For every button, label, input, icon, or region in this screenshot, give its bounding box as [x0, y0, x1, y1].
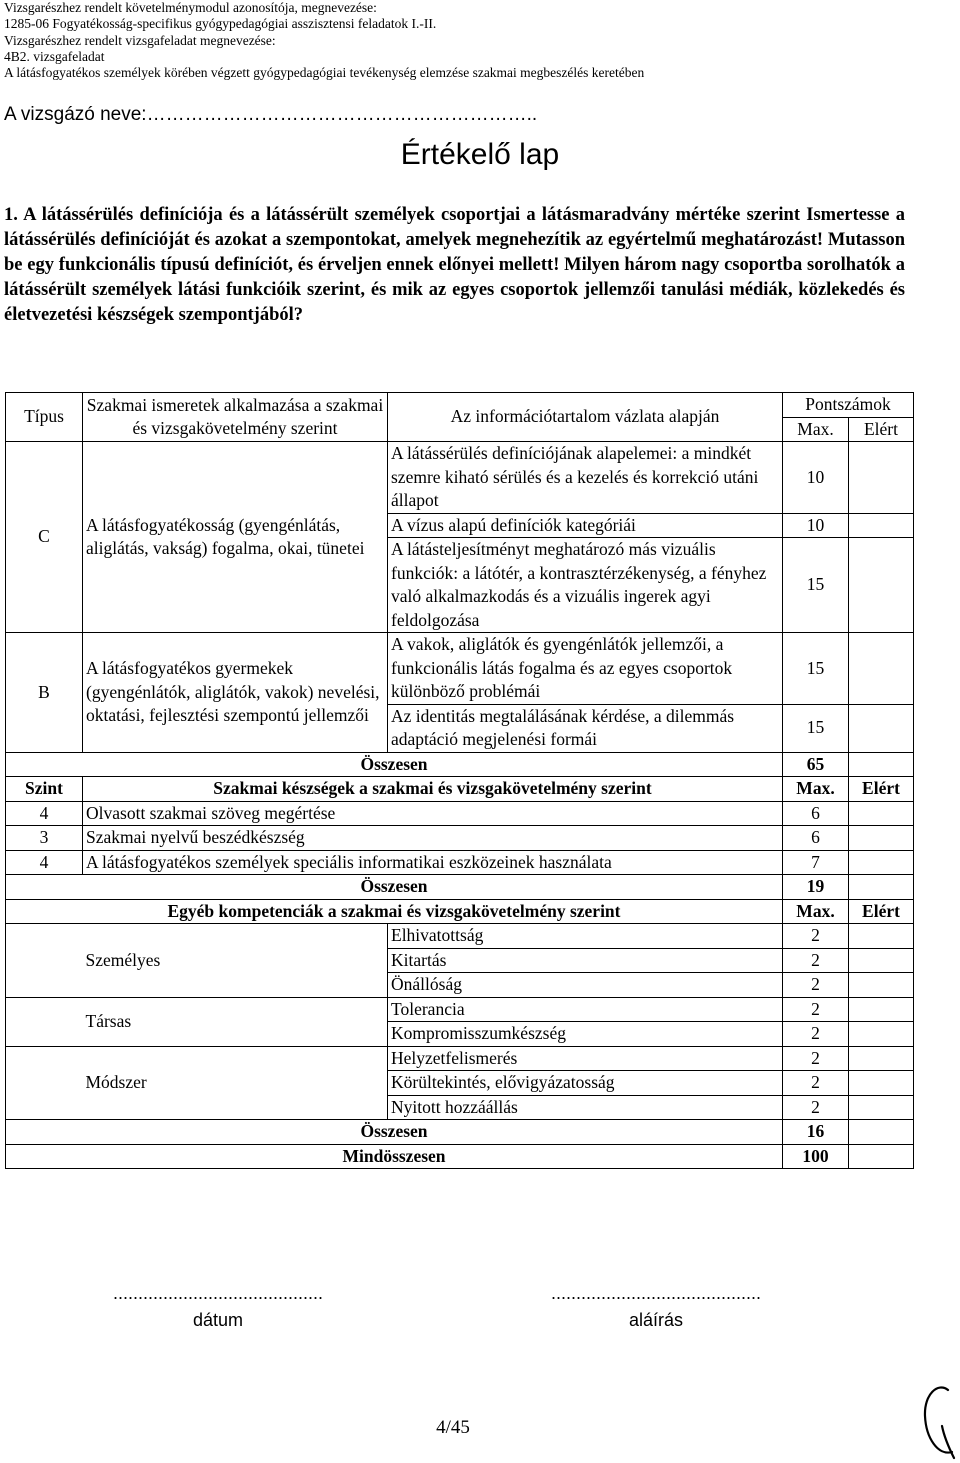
achieved-score-cell[interactable] [849, 513, 914, 538]
competence-item: Önállóság [388, 973, 783, 998]
header-line: 1285-06 Fogyatékosság-specifikus gyógypedagógiai asszisztensi feladatok I.-II. [4, 16, 437, 32]
header-max: Max. [783, 899, 849, 924]
header-tipus: Típus [6, 393, 83, 442]
grand-total-label: Mindösszesen [6, 1144, 783, 1169]
achieved-score-cell[interactable] [849, 948, 914, 973]
type-code: B [6, 633, 83, 753]
page-title: Értékelő lap [400, 138, 560, 171]
competence-description: A látásfogyatékos gyermekek (gyengénlátók, aliglátók, vakok) nevelési, oktatási, fejlesztési szempontú jellemzői [83, 633, 388, 753]
total-max: 16 [783, 1120, 849, 1145]
total-max: 65 [783, 752, 849, 777]
header-szint: Szint [6, 777, 83, 802]
max-score: 15 [783, 538, 849, 633]
max-score: 2 [783, 1046, 849, 1071]
type-code: C [6, 442, 83, 633]
competence-category: Társas [83, 997, 388, 1046]
skill-level: 4 [6, 850, 83, 875]
max-score: 2 [783, 973, 849, 998]
total-row [6, 1120, 914, 1145]
table-row [6, 442, 914, 514]
handwritten-signature-icon [918, 1382, 958, 1460]
competence-description: A látásfogyatékosság (gyengénlátás, aliglátás, vakság) fogalma, okai, tünetei [83, 442, 388, 633]
skill-level: 4 [6, 801, 83, 826]
max-score: 2 [783, 1095, 849, 1120]
header-max: Max. [783, 417, 849, 442]
competence-item: Nyitott hozzáállás [388, 1095, 783, 1120]
total-row [6, 875, 914, 900]
total-achieved-cell[interactable] [849, 752, 914, 777]
achieved-score-cell[interactable] [849, 1046, 914, 1071]
header-line: Vizsgarészhez rendelt vizsgafeladat megnevezése: [4, 32, 276, 48]
header-elert: Elért [849, 417, 914, 442]
content-item: A látásteljesítményt meghatározó más vizuális funkciók: a látótér, a kontrasztérzékenység, a fényhez való alkalmazkodás és a vizuális ingerek agyi feldolgozása [388, 538, 783, 633]
achieved-score-cell[interactable] [849, 1022, 914, 1047]
achieved-score-cell[interactable] [849, 538, 914, 633]
table-row [6, 826, 914, 851]
signature-dotted-line: .......................................... [550, 1283, 762, 1303]
max-score: 7 [783, 850, 849, 875]
skills-header-row [6, 777, 914, 802]
achieved-score-cell[interactable] [849, 924, 914, 949]
skill-level: 3 [6, 826, 83, 851]
task-description: 1. A látássérülés definíciója és a látássérült személyek csoportjai a látásmaradvány mértéke szerint Ismertesse a látássérülés definícióját és azokat a szempontokat, amelyek megnehezítik az egyértelmű meghatározást! Mutasson be egy funkcionális típusú definíciót, és érveljen ennek előnyei mellett! Milyen három nagy csoportba sorolhatók a látássérült személyek látási funkcióik szerint, és mik az egyes csoportok jellemzői tanulási médiák, közlekedés és életvezetési készségek szempontjából? [4, 205, 905, 325]
skill-text: Olvasott szakmai szöveg megértése [83, 801, 783, 826]
achieved-score-cell[interactable] [849, 850, 914, 875]
page-header [4, 0, 644, 81]
content-item: A vakok, aliglátók és gyengénlátók jellemzői, a funkcionális látás fogalma és az egyes csoportok különböző problémái [388, 633, 783, 705]
page-number: 4/45 [436, 1417, 470, 1438]
total-label: Összesen [6, 875, 783, 900]
total-achieved-cell[interactable] [849, 875, 914, 900]
total-max: 19 [783, 875, 849, 900]
max-score: 2 [783, 1022, 849, 1047]
table-row [6, 801, 914, 826]
total-achieved-cell[interactable] [849, 1120, 914, 1145]
max-score: 2 [783, 924, 849, 949]
achieved-score-cell[interactable] [849, 442, 914, 514]
date-dotted-line: .......................................... [112, 1283, 324, 1303]
header-line: A látásfogyatékos személyek körében végzett gyógypedagógiai tevékenység elemzése szakmai megbeszélés keretében [4, 65, 645, 81]
table-row [6, 850, 914, 875]
header-elert: Elért [849, 777, 914, 802]
header-line: 4B2. vizsgafeladat [4, 48, 105, 64]
skill-text: A látásfogyatékos személyek speciális informatikai eszközeinek használata [83, 850, 783, 875]
content-item: A látássérülés definíciójának alapelemei: a mindkét szemre kiható sérülés és a kezelés és korrekció utáni állapot [388, 442, 783, 514]
competence-item: Tolerancia [388, 997, 783, 1022]
evaluation-table [5, 392, 914, 1169]
competence-item: Körültekintés, elővigyázatosság [388, 1071, 783, 1096]
achieved-score-cell[interactable] [849, 997, 914, 1022]
achieved-score-cell[interactable] [849, 1071, 914, 1096]
competence-item: Kompromisszumkészség [388, 1022, 783, 1047]
total-label: Összesen [6, 1120, 783, 1145]
candidate-name-line: A vizsgázó neve:…………………………………………………….. [4, 104, 538, 125]
competence-category: Személyes [83, 924, 388, 998]
competence-category: Módszer [83, 1046, 388, 1120]
header-szakmai-ismeretek: Szakmai ismeretek alkalmazása a szakmai és vizsgakövetelmény szerint [83, 393, 388, 442]
competence-item: Kitartás [388, 948, 783, 973]
blank-cell [6, 1046, 83, 1120]
header-egyeb-kompetenciak: Egyéb kompetenciák a szakmai és vizsgakövetelmény szerint [6, 899, 783, 924]
signature-block [516, 1280, 796, 1334]
table-row [6, 997, 914, 1022]
total-row [6, 752, 914, 777]
table-row [6, 1046, 914, 1071]
competence-item: Elhivatottság [388, 924, 783, 949]
achieved-score-cell[interactable] [849, 973, 914, 998]
max-score: 2 [783, 948, 849, 973]
header-max: Max. [783, 777, 849, 802]
skill-text: Szakmai nyelvű beszédkészség [83, 826, 783, 851]
achieved-score-cell[interactable] [849, 1095, 914, 1120]
date-label: dátum [192, 1310, 244, 1330]
achieved-score-cell[interactable] [849, 633, 914, 705]
header-elert: Elért [849, 899, 914, 924]
max-score: 2 [783, 997, 849, 1022]
achieved-score-cell[interactable] [849, 826, 914, 851]
max-score: 10 [783, 513, 849, 538]
max-score: 15 [783, 704, 849, 752]
achieved-score-cell[interactable] [849, 704, 914, 752]
grand-total-row [6, 1144, 914, 1169]
content-item: Az identitás megtalálásának kérdése, a dilemmás adaptáció megjelenési formái [388, 704, 783, 752]
blank-cell [6, 924, 83, 998]
signature-label: aláírás [628, 1310, 684, 1330]
header-line: Vizsgarészhez rendelt követelménymodul azonosítója, megnevezése: [4, 0, 377, 15]
header-pontszamok: Pontszámok [783, 393, 914, 418]
date-signature-block [78, 1280, 358, 1334]
other-header-row [6, 899, 914, 924]
max-score: 15 [783, 633, 849, 705]
table-header-row [6, 393, 914, 418]
header-szakmai-keszsegek: Szakmai készségek a szakmai és vizsgakövetelmény szerint [83, 777, 783, 802]
header-informaciotartalom: Az információtartalom vázlata alapján [388, 393, 783, 442]
competence-item: Helyzetfelismerés [388, 1046, 783, 1071]
max-score: 6 [783, 801, 849, 826]
content-item: A vízus alapú definíciók kategóriái [388, 513, 783, 538]
blank-cell [6, 997, 83, 1046]
grand-total-max: 100 [783, 1144, 849, 1169]
table-row [6, 924, 914, 949]
max-score: 2 [783, 1071, 849, 1096]
table-row [6, 633, 914, 705]
achieved-score-cell[interactable] [849, 801, 914, 826]
max-score: 10 [783, 442, 849, 514]
total-label: Összesen [6, 752, 783, 777]
grand-total-achieved-cell[interactable] [849, 1144, 914, 1169]
max-score: 6 [783, 826, 849, 851]
